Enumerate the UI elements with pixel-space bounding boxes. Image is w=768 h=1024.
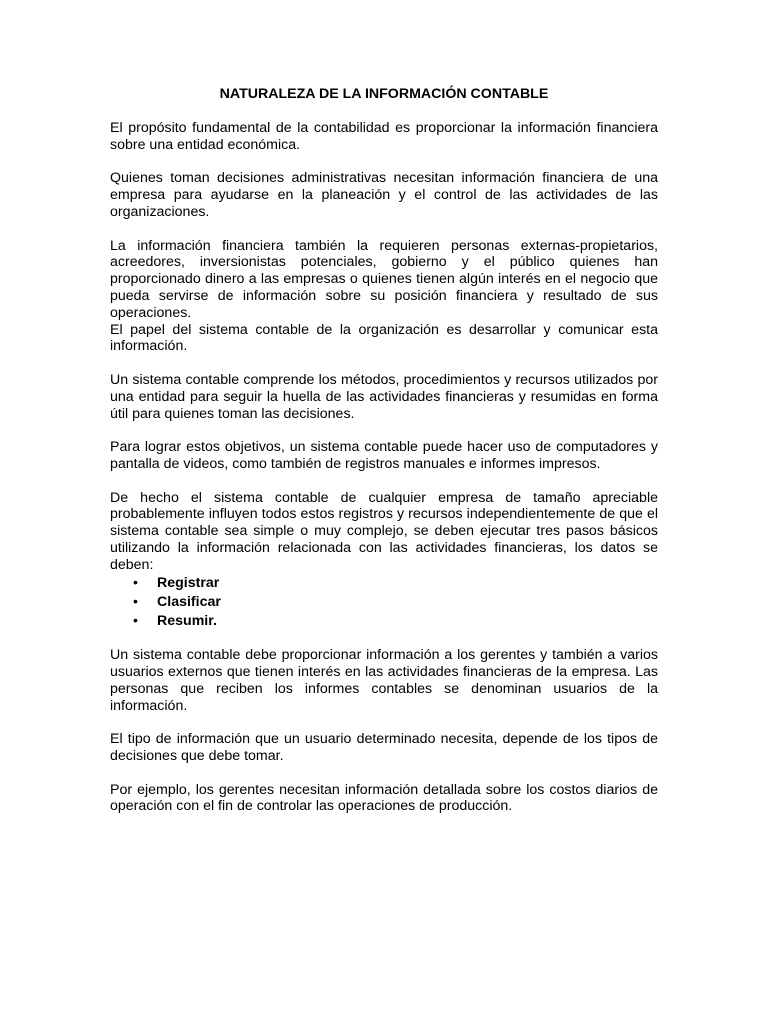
list-item-label: Registrar [157,574,220,591]
paragraph-spacer [110,154,658,171]
document-body [110,86,658,815]
paragraph-spacer [110,422,658,439]
paragraph-objectives: Para lograr estos objetivos, un sistema contable puede hacer uso de computadores y pantalla de videos, como también de registros manuales e informes impresos. [110,439,658,472]
list-item [133,612,658,631]
paragraph-decision-makers: Quienes toman decisiones administrativas necesitan información financiera de una empresa para ayudarse en la planeación y el control de las actividades de las organizaciones. [110,170,658,220]
bullet-icon: • [133,574,138,591]
steps-list [110,574,658,631]
paragraph-information-type: El tipo de información que un usuario determinado necesita, depende de los tipos de decisiones que debe tomar. [110,731,658,765]
list-item-label: Resumir. [157,612,217,629]
list-item-label: Clasificar [157,593,221,610]
list-item [133,593,658,612]
document-title: NATURALEZA DE LA INFORMACIÓN CONTABLE [219,86,549,102]
paragraph-system-definition: Un sistema contable comprende los métodos, procedimientos y recursos utilizados por una entidad para seguir la huella de las actividades financieras y resumidas en forma útil para quienes toman las decisiones. [110,371,658,422]
paragraph-spacer [110,765,658,782]
paragraph-purpose: El propósito fundamental de la contabilidad es proporcionar la información financiera sobre una entidad económica. [110,120,658,153]
bullet-icon: • [133,593,138,610]
paragraph-external-users: La información financiera también la requieren personas externas-propietarios, acreedores, inversionistas potenciales, gobierno y el público quienes han proporcionado dinero a las empresas o quienes tienen algún interés en el negocio que pueda servirse de información sobre su posición financiera y resultado de sus operaciones. [110,237,658,321]
paragraph-example: Por ejemplo, los gerentes necesitan información detallada sobre los costos diarios de operación con el fin de controlar las operaciones de producción. [110,781,658,815]
paragraph-spacer [110,221,658,238]
paragraph-system-role: El papel del sistema contable de la organización es desarrollar y comunicar esta información. [110,321,658,355]
paragraph-spacer [110,631,658,648]
paragraph-spacer [110,715,658,732]
paragraph-basic-steps: De hecho el sistema contable de cualquier empresa de tamaño apreciable probablemente influyen todos estos registros y recursos independientemente de que el sistema contable sea simple o muy complejo, se deben ejecutar tres pasos básicos utilizando la información relacionada con las actividades financieras, los datos se deben: [110,489,658,573]
paragraph-users: Un sistema contable debe proporcionar información a los gerentes y también a varios usuarios externos que tienen interés en las actividades financieras de la empresa. Las personas que reciben los informes contables se denominan usuarios de la información. [110,647,658,714]
paragraph-spacer [110,355,658,372]
bullet-icon: • [133,612,138,629]
list-item [133,574,658,593]
paragraph-spacer [110,473,658,490]
